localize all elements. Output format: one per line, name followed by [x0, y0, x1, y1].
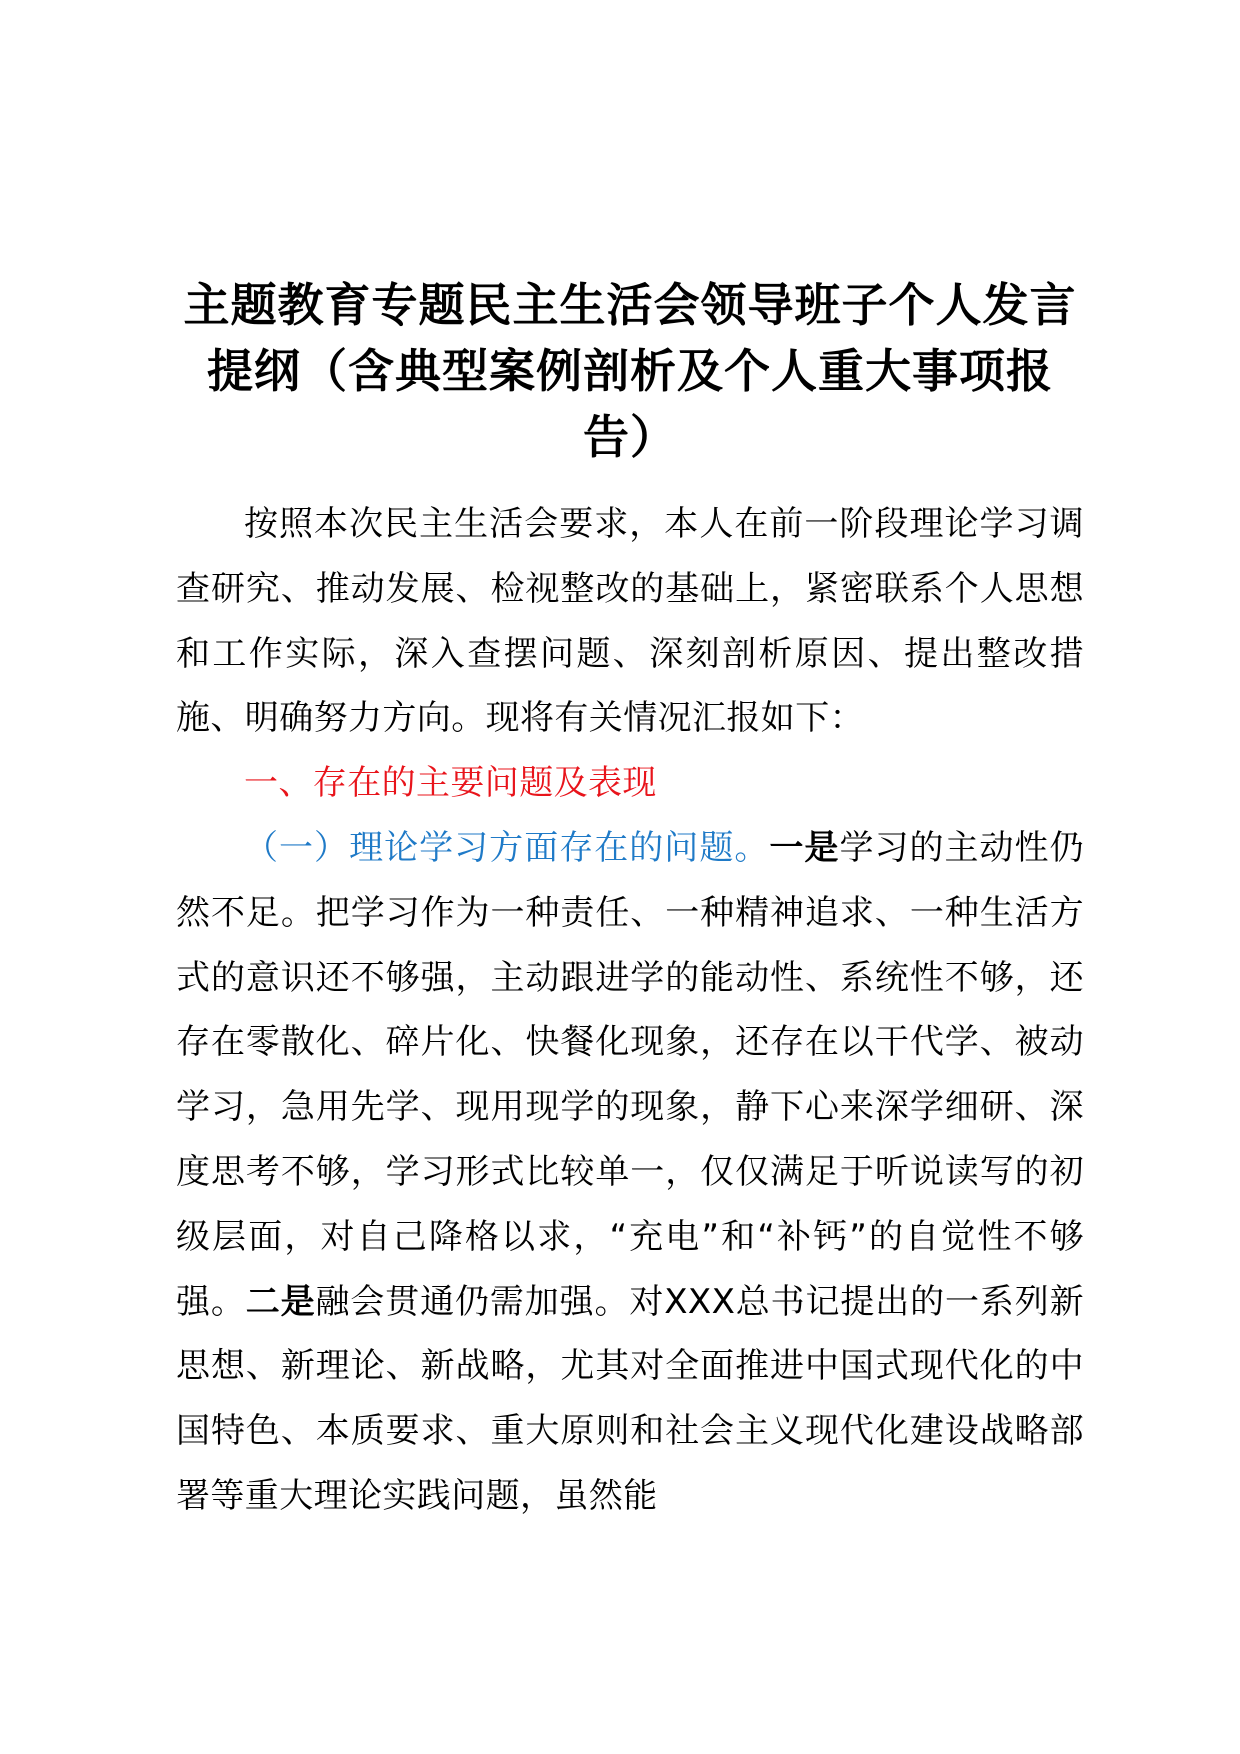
title-line-1: 主题教育专题民主生活会领导班子个人发言 [183, 278, 1077, 332]
intro-paragraph: 按照本次民主生活会要求，本人在前一阶段理论学习调查研究、推动发展、检视整改的基础上，紧密联系个人思想和工作实际，深入查摆问题、深刻剖析原因、提出整改措施、明确努力方向。现将有关情况汇报如下： [176, 504, 1084, 739]
section-heading-1: 一、存在的主要问题及表现 [244, 763, 657, 804]
section-1-text-1: 学习的主动性仍然不足。把学习作为一种责任、一种精神追求、一种生活方式的意识还不够强，主动跟进学的能动性、系统性不够，还存在零散化、碎片化、快餐化现象，还存在以干代学、被动学习，急用先学、现用现学的现象，静下心来深学细研、深度思考不够，学习形式比较单一，仅仅满足于听说读写的初级层面，对自己降格以求，“充电”和“补钙”的自觉性不够强。 [176, 827, 1084, 1322]
document-title [160, 272, 1100, 470]
title-line-3: 告） [583, 410, 677, 464]
lead-phrase-1: 一是 [769, 827, 840, 868]
title-line-2: 提纲（含典型案例剖析及个人重大事项报 [207, 344, 1053, 398]
section-1-paragraph [176, 816, 1084, 1529]
subsection-heading-1: （一）理论学习方面存在的问题。 [244, 827, 770, 868]
section-1-text-2: 融会贯通仍需加强。对XXX总书记提出的一系列新思想、新理论、新战略，尤其对全面推进中国式现代化的中国特色、本质要求、重大原则和社会主义现代化建设战略部署等重大理论实践问题，虽然能 [176, 1281, 1084, 1516]
lead-phrase-2: 二是 [245, 1281, 316, 1322]
document-body [176, 492, 1084, 1529]
